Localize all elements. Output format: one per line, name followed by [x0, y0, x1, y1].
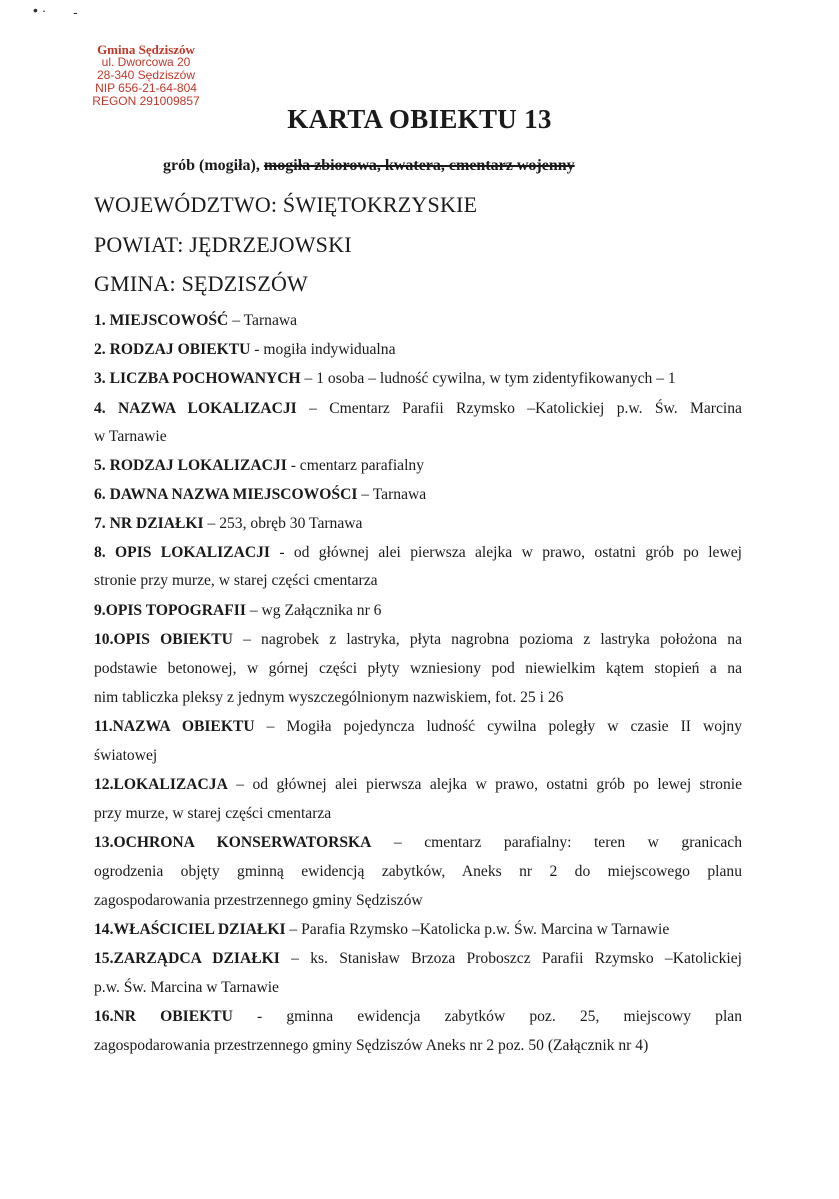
object-type-kept: grób (mogiła),	[163, 157, 260, 174]
item-8-cont: stronie przy murze, w starej części cmentarza	[94, 572, 378, 589]
item-label: 12.LOKALIZACJA	[94, 776, 228, 793]
item-8	[94, 544, 742, 562]
item-4-cont: w Tarnawie	[94, 428, 167, 445]
item-12-cont: przy murze, w starej części cmentarza	[94, 805, 332, 822]
item-text: – Tarnawa	[228, 312, 298, 329]
item-label: 6. DAWNA NAZWA MIEJSCOWOŚCI	[94, 486, 358, 503]
item-text: – Tarnawa	[357, 486, 427, 503]
item-2	[94, 341, 742, 359]
object-type-line	[163, 157, 575, 175]
item-label: 7. NR DZIAŁKI	[94, 515, 204, 532]
item-14	[94, 921, 742, 939]
item-15	[94, 950, 742, 968]
item-label: 14.WŁAŚCICIEL DZIAŁKI	[94, 921, 286, 938]
item-text: - cmentarz parafialny	[286, 457, 425, 474]
item-12	[94, 776, 742, 794]
item-text: – 1 osoba – ludność cywilna, w tym zidentyfikowanych – 1	[300, 370, 676, 387]
item-text: – cmentarz parafialny: teren w granicach	[371, 834, 743, 851]
item-text: – Parafia Rzymsko –Katolicka p.w. Św. Marcina w Tarnawie	[285, 921, 670, 938]
item-label: 16.NR OBIEKTU	[94, 1008, 233, 1025]
item-label: 10.OPIS OBIEKTU	[94, 631, 233, 648]
item-10	[94, 631, 742, 649]
item-5	[94, 457, 742, 475]
item-label: 3. LICZBA POCHOWANYCH	[94, 370, 301, 387]
heading-powiat: POWIAT: JĘDRZEJOWSKI	[94, 232, 352, 257]
item-text: – 253, obręb 30 Tarnawa	[203, 515, 363, 532]
item-15-cont: p.w. Św. Marcina w Tarnawie	[94, 979, 279, 996]
item-13-cont-1: ogrodzenia objęty gminną ewidencją zabytków, Aneks nr 2 do miejscowego planu	[94, 863, 742, 880]
heading-wojewodztwo: WOJEWÓDZTWO: ŚWIĘTOKRZYSKIE	[94, 192, 478, 217]
stamp-street: ul. Dworcowa 20	[101, 55, 191, 69]
item-text: – od głównej alei pierwsza alejka w prawo, ostatni grób po lewej stronie	[227, 776, 742, 793]
object-type-struck: mogiła zbiorowa, kwatera, cmentarz wojenny	[263, 157, 575, 174]
item-16	[94, 1008, 742, 1026]
item-13	[94, 834, 742, 852]
item-text: - mogiła indywidualna	[250, 341, 396, 358]
scan-artifact-dots: • ·	[33, 2, 47, 18]
office-stamp	[76, 43, 216, 108]
item-label: 1. MIEJSCOWOŚĆ	[94, 312, 229, 329]
item-text: - gminna ewidencja zabytków poz. 25, miejscowy plan	[232, 1008, 742, 1025]
item-text: – Cmentarz Parafii Rzymsko –Katolickiej p.w. Św. Marcina	[296, 400, 742, 417]
item-10-cont-1: podstawie betonowej, w górnej części płyty wzniesiony pod niewielkim kątem stopień a na	[94, 660, 742, 677]
item-16-cont: zagospodarowania przestrzennego gminy Sędziszów Aneks nr 2 poz. 50 (Załącznik nr 4)	[94, 1037, 649, 1054]
stamp-name: Gmina Sędziszów	[97, 42, 195, 57]
stamp-nip: NIP 656-21-64-804	[95, 81, 197, 95]
heading-gmina: GMINA: SĘDZISZÓW	[94, 271, 309, 296]
item-13-cont-2: zagospodarowania przestrzennego gminy Sędziszów	[94, 892, 423, 909]
item-11-cont: światowej	[94, 747, 158, 764]
item-9	[94, 602, 742, 620]
item-label: 5. RODZAJ LOKALIZACJI	[94, 457, 287, 474]
item-11	[94, 718, 742, 736]
item-text: – wg Załącznika nr 6	[245, 602, 382, 619]
stamp-city: 28-340 Sędziszów	[96, 68, 196, 82]
item-7	[94, 515, 742, 533]
item-label: 9.OPIS TOPOGRAFII	[94, 602, 246, 619]
item-label: 11.NAZWA OBIEKTU	[94, 718, 255, 735]
item-text: – ks. Stanisław Brzoza Proboszcz Parafii Rzymsko –Katolickiej	[279, 950, 742, 967]
item-label: 8. OPIS LOKALIZACJI	[94, 544, 270, 561]
item-text: - od głównej alei pierwsza alejka w prawo, ostatni grób po lewej	[269, 544, 742, 561]
item-label: 2. RODZAJ OBIEKTU	[94, 341, 251, 358]
item-1	[94, 312, 742, 330]
item-4	[94, 400, 742, 418]
page-title: KARTA OBIEKTU 13	[287, 104, 552, 134]
scan-artifact-dash: -	[73, 4, 78, 20]
item-text: – nagrobek z lastryka, płyta nagrobna pozioma z lastryka położona na	[232, 631, 743, 648]
item-3	[94, 370, 742, 388]
stamp-regon: REGON 291009857	[92, 94, 200, 108]
item-10-cont-2: nim tabliczka pleksy z jednym wyszczególnionym nazwiskiem, fot. 25 i 26	[94, 689, 564, 706]
item-label: 4. NAZWA LOKALIZACJI	[94, 400, 297, 417]
item-text: – Mogiła pojedyncza ludność cywilna poległy w czasie II wojny	[254, 718, 742, 735]
item-6	[94, 486, 742, 504]
item-label: 13.OCHRONA KONSERWATORSKA	[94, 834, 372, 851]
item-label: 15.ZARZĄDCA DZIAŁKI	[94, 950, 280, 967]
